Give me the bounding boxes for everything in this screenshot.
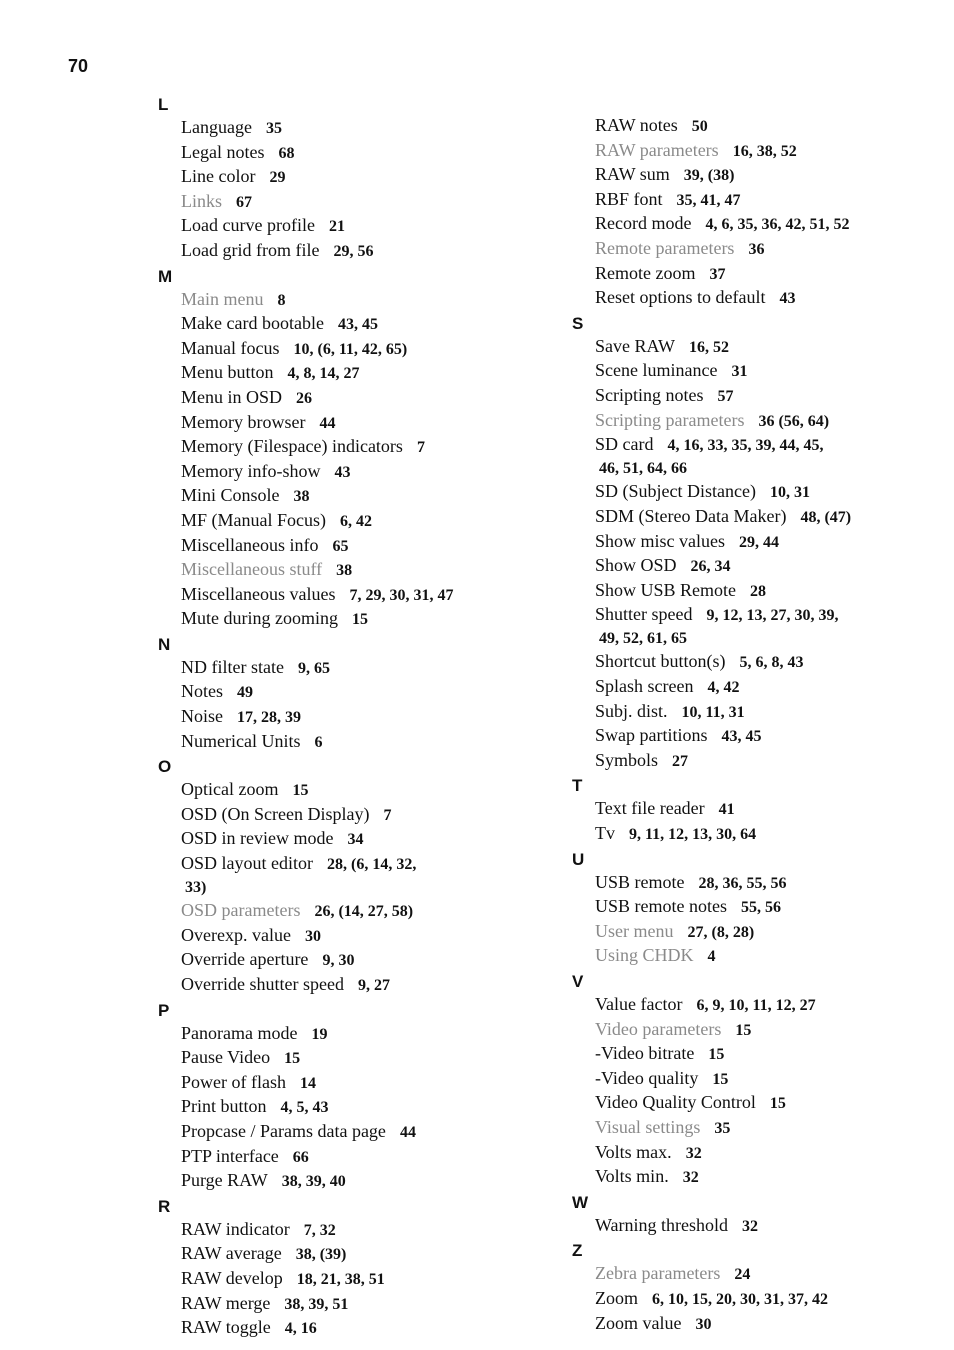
index-page-refs: 24 bbox=[734, 1266, 751, 1284]
index-page-refs: 7 bbox=[416, 439, 425, 457]
index-entry bbox=[595, 1042, 942, 1067]
index-entry bbox=[181, 214, 538, 239]
index-entry-continuation bbox=[595, 458, 942, 481]
index-entry bbox=[595, 188, 942, 213]
index-page-refs: 43, 45 bbox=[337, 316, 378, 334]
index-entry bbox=[595, 1067, 942, 1092]
index-entry bbox=[595, 335, 942, 360]
index-term: Volts max. bbox=[595, 1141, 672, 1162]
index-term: Notes bbox=[181, 681, 223, 702]
index-page-refs: 46, 51, 64, 66 bbox=[599, 459, 687, 477]
index-entry bbox=[181, 165, 538, 190]
index-term: Purge RAW bbox=[181, 1170, 268, 1191]
index-term: Optical zoom bbox=[181, 779, 279, 800]
index-page-refs: 7, 29, 30, 31, 47 bbox=[349, 586, 454, 604]
index-page-refs: 38, (39) bbox=[295, 1246, 347, 1264]
index-term: SDM (Stereo Data Maker) bbox=[595, 505, 787, 526]
index-entry bbox=[595, 700, 942, 725]
index-page-refs: 43, 45 bbox=[721, 728, 762, 746]
index-page-refs: 15 bbox=[712, 1070, 729, 1088]
index-page-refs: 9, 12, 13, 27, 30, 39, bbox=[706, 607, 839, 625]
index-entry bbox=[595, 944, 942, 969]
index-entry bbox=[595, 650, 942, 675]
index-page-refs: 43 bbox=[334, 463, 351, 481]
index-entry bbox=[595, 871, 942, 896]
index-entry bbox=[181, 435, 538, 460]
index-term: Panorama mode bbox=[181, 1022, 298, 1043]
index-group bbox=[181, 656, 538, 754]
index-page-refs: 38, 39, 51 bbox=[284, 1295, 349, 1313]
index-column-left bbox=[158, 92, 538, 1341]
index-term: Warning threshold bbox=[595, 1214, 729, 1235]
index-page-refs: 36 bbox=[748, 240, 765, 258]
index-entry bbox=[595, 1018, 942, 1043]
index-term: Print button bbox=[181, 1096, 267, 1117]
index-page-refs: 4, 16 bbox=[284, 1320, 317, 1338]
index-entry bbox=[595, 554, 942, 579]
index-term: Menu button bbox=[181, 362, 274, 383]
index-page-refs: 26 bbox=[296, 389, 313, 407]
index-page-refs: 30 bbox=[695, 1315, 712, 1333]
index-entry bbox=[181, 973, 538, 998]
index-letter-w: W bbox=[572, 1192, 589, 1212]
index-entry bbox=[181, 1169, 538, 1194]
index-page-refs: 67 bbox=[236, 193, 253, 211]
index-term: Links bbox=[181, 190, 223, 211]
index-entry bbox=[181, 558, 538, 583]
index-term: Remote zoom bbox=[595, 262, 696, 283]
index-entry bbox=[181, 948, 538, 973]
index-term: Load grid from file bbox=[181, 239, 320, 260]
index-entry bbox=[595, 895, 942, 920]
index-page-refs: 48, (47) bbox=[800, 508, 852, 526]
index-entry bbox=[595, 1312, 942, 1337]
index-entry bbox=[181, 312, 538, 337]
index-entry bbox=[181, 852, 538, 877]
index-term: RAW notes bbox=[595, 115, 678, 135]
index-entry bbox=[181, 141, 538, 166]
index-entry bbox=[181, 705, 538, 730]
index-term: Save RAW bbox=[595, 335, 676, 356]
index-entry bbox=[181, 1120, 538, 1145]
index-entry bbox=[181, 778, 538, 803]
index-page-refs: 10, 11, 31 bbox=[681, 703, 745, 721]
index-page-refs: 16, 52 bbox=[689, 338, 730, 356]
index-entry bbox=[181, 534, 538, 559]
index-page-refs: 33) bbox=[185, 878, 207, 896]
index-term: RAW toggle bbox=[181, 1317, 271, 1338]
index-entry bbox=[181, 607, 538, 632]
index-term: Propcase / Params data page bbox=[181, 1120, 386, 1141]
index-entry bbox=[181, 509, 538, 534]
index-entry bbox=[181, 924, 538, 949]
index-term: Mini Console bbox=[181, 485, 280, 506]
index-term: Line color bbox=[181, 166, 256, 187]
index-group bbox=[181, 288, 538, 632]
index-page-refs: 35, 41, 47 bbox=[676, 191, 741, 209]
index-term: RAW sum bbox=[595, 164, 670, 185]
index-page-refs: 41 bbox=[718, 801, 735, 819]
index-page-refs: 19 bbox=[311, 1025, 328, 1043]
index-entry bbox=[595, 1287, 942, 1312]
index-page-refs: 36 (56, 64) bbox=[758, 412, 830, 430]
index-entry bbox=[595, 409, 942, 434]
index-entry bbox=[595, 359, 942, 384]
index-entry bbox=[595, 724, 942, 749]
index-letter-p: P bbox=[158, 1000, 170, 1020]
index-term: Zoom value bbox=[595, 1312, 682, 1333]
index-column-right bbox=[572, 114, 942, 1336]
index-entry bbox=[595, 579, 942, 604]
index-page-refs: 68 bbox=[278, 144, 295, 162]
index-entry bbox=[595, 384, 942, 409]
index-term: Subj. dist. bbox=[595, 700, 668, 721]
index-entry bbox=[595, 163, 942, 188]
index-entry bbox=[181, 484, 538, 509]
index-page-refs: 32 bbox=[685, 1144, 702, 1162]
index-term: Swap partitions bbox=[595, 725, 708, 746]
index-term: Pause Video bbox=[181, 1047, 271, 1068]
index-page-refs: 21 bbox=[328, 218, 345, 236]
index-page-refs: 8 bbox=[277, 291, 286, 309]
page-number: 70 bbox=[68, 56, 89, 76]
index-page-refs: 28, (6, 14, 32, bbox=[327, 856, 417, 874]
index-page-refs: 10, 31 bbox=[769, 484, 810, 502]
index-entry bbox=[181, 460, 538, 485]
index-term: Value factor bbox=[595, 994, 683, 1014]
index-entry bbox=[181, 656, 538, 681]
index-letter-n: N bbox=[158, 634, 171, 654]
index-entry bbox=[595, 603, 942, 628]
index-page-refs: 4 bbox=[707, 948, 716, 966]
index-page-refs: 15 bbox=[284, 1050, 301, 1068]
index-page-refs: 15 bbox=[769, 1095, 786, 1113]
index-term: Numerical Units bbox=[181, 730, 301, 751]
index-term: Override shutter speed bbox=[181, 974, 344, 994]
index-entry bbox=[595, 993, 942, 1018]
index-entry bbox=[595, 920, 942, 945]
index-term: SD (Subject Distance) bbox=[595, 481, 756, 502]
index-page-refs: 26, 34 bbox=[690, 558, 731, 576]
index-term: PTP interface bbox=[181, 1145, 279, 1166]
index-term: Using CHDK bbox=[595, 945, 694, 966]
index-term: Miscellaneous info bbox=[181, 534, 319, 555]
index-page-refs: 15 bbox=[708, 1046, 725, 1064]
index-page-refs: 9, 65 bbox=[297, 659, 330, 677]
index-entry bbox=[595, 1262, 942, 1287]
index-page-refs: 6, 10, 15, 20, 30, 31, 37, 42 bbox=[652, 1290, 828, 1308]
index-term: User menu bbox=[595, 920, 674, 941]
index-entry bbox=[595, 530, 942, 555]
index-term: Show USB Remote bbox=[595, 579, 737, 600]
index-page-refs: 50 bbox=[691, 118, 708, 135]
index-entry bbox=[595, 1214, 942, 1239]
index-page-refs: 38 bbox=[336, 562, 353, 580]
index-page-refs: 4, 42 bbox=[707, 679, 740, 697]
index-page-refs: 7 bbox=[383, 806, 392, 824]
index-term: Zebra parameters bbox=[595, 1263, 721, 1284]
index-entry bbox=[181, 361, 538, 386]
index-entry bbox=[595, 139, 942, 164]
index-term: Miscellaneous stuff bbox=[181, 559, 323, 580]
index-letter-o: O bbox=[158, 757, 172, 777]
index-term: Power of flash bbox=[181, 1071, 286, 1092]
index-entry bbox=[181, 899, 538, 924]
index-term: RAW average bbox=[181, 1243, 282, 1264]
index-page-refs: 4, 16, 33, 35, 39, 44, 45, bbox=[667, 437, 824, 455]
index-term: Mute during zooming bbox=[181, 608, 338, 629]
index-entry bbox=[181, 386, 538, 411]
index-term: Splash screen bbox=[595, 676, 694, 697]
index-letter-l: L bbox=[158, 95, 169, 114]
index-page-refs: 6, 9, 10, 11, 12, 27 bbox=[696, 997, 816, 1014]
index-term: OSD (On Screen Display) bbox=[181, 803, 370, 824]
index-term: Shutter speed bbox=[595, 604, 693, 625]
index-entry bbox=[595, 797, 942, 822]
index-page-refs: 34 bbox=[347, 831, 364, 849]
index-term: Volts min. bbox=[595, 1166, 669, 1187]
index-page-refs: 44 bbox=[399, 1123, 416, 1141]
index-term: RAW indicator bbox=[181, 1218, 290, 1239]
index-term: RAW develop bbox=[181, 1267, 283, 1288]
index-term: Record mode bbox=[595, 213, 692, 234]
index-entry bbox=[181, 1145, 538, 1170]
index-page-refs: 29, 44 bbox=[739, 533, 779, 551]
index-term: Menu in OSD bbox=[181, 386, 283, 407]
index-term: Remote parameters bbox=[595, 237, 735, 258]
index-page-refs: 9, 30 bbox=[322, 952, 355, 970]
index-term: Miscellaneous values bbox=[181, 583, 336, 604]
index-group bbox=[181, 778, 538, 997]
index-page-refs: 43 bbox=[779, 290, 796, 308]
index-letter-t: T bbox=[572, 776, 583, 796]
index-term: RAW parameters bbox=[595, 139, 719, 160]
index-page-refs: 28, 36, 55, 56 bbox=[698, 874, 787, 892]
index-term: Scripting parameters bbox=[595, 409, 745, 430]
index-page-refs: 66 bbox=[292, 1148, 309, 1166]
index-term: Memory info-show bbox=[181, 460, 321, 481]
index-term: Video parameters bbox=[595, 1018, 722, 1039]
index-entry bbox=[181, 337, 538, 362]
index-entry bbox=[181, 116, 538, 141]
index-term: Memory (Filespace) indicators bbox=[181, 436, 403, 457]
index-term: USB remote notes bbox=[595, 896, 727, 917]
index-entry bbox=[181, 680, 538, 705]
index-letter-r: R bbox=[158, 1196, 171, 1216]
index-entry bbox=[181, 411, 538, 436]
index-page-refs: 4, 6, 35, 36, 42, 51, 52 bbox=[705, 216, 850, 234]
index-page-refs: 29, 56 bbox=[333, 242, 374, 260]
index-page-refs: 35 bbox=[265, 120, 282, 137]
index-page-refs: 6 bbox=[314, 733, 323, 751]
index-term: -Video bitrate bbox=[595, 1043, 695, 1064]
index-entry bbox=[181, 583, 538, 608]
index-term: Noise bbox=[181, 706, 223, 727]
index-page-refs: 32 bbox=[742, 1217, 759, 1235]
index-entry bbox=[181, 1267, 538, 1292]
index-page-refs: 5, 6, 8, 43 bbox=[739, 654, 804, 672]
index-group bbox=[181, 1218, 538, 1341]
index-page-refs: 4, 8, 14, 27 bbox=[287, 365, 360, 383]
index-term: Language bbox=[181, 117, 252, 137]
index-page-refs: 26, (14, 27, 58) bbox=[314, 903, 414, 921]
index-page-refs: 31 bbox=[731, 363, 748, 381]
index-term: Make card bootable bbox=[181, 313, 324, 334]
index-term: ND filter state bbox=[181, 656, 284, 677]
index-entry bbox=[181, 1046, 538, 1071]
index-entry-continuation bbox=[595, 628, 942, 651]
index-term: Show misc values bbox=[595, 530, 725, 551]
index-entry bbox=[595, 212, 942, 237]
index-entry bbox=[595, 675, 942, 700]
index-letter-u: U bbox=[572, 849, 585, 869]
index-page-refs: 44 bbox=[319, 414, 336, 432]
index-page-refs: 57 bbox=[717, 387, 734, 405]
index-letter-m: M bbox=[158, 266, 173, 286]
index-term: Shortcut button(s) bbox=[595, 651, 726, 672]
index-term: Scene luminance bbox=[595, 360, 718, 381]
index-term: Memory browser bbox=[181, 411, 306, 432]
index-term: Manual focus bbox=[181, 337, 280, 358]
index-entry bbox=[595, 262, 942, 287]
index-entry bbox=[181, 1242, 538, 1267]
index-term: USB remote bbox=[595, 871, 685, 892]
index-entry bbox=[181, 827, 538, 852]
index-letter-z: Z bbox=[572, 1241, 583, 1261]
index-term: Tv bbox=[595, 823, 615, 844]
index-term: OSD layout editor bbox=[181, 853, 313, 874]
index-term: Video Quality Control bbox=[595, 1092, 756, 1113]
index-group bbox=[595, 114, 942, 311]
index-entry bbox=[181, 190, 538, 215]
index-term: -Video quality bbox=[595, 1067, 699, 1088]
index-entry bbox=[595, 1165, 942, 1190]
index-term: Visual settings bbox=[595, 1116, 701, 1137]
index-term: SD card bbox=[595, 434, 654, 455]
index-term: Show OSD bbox=[595, 555, 677, 576]
index-term: Zoom bbox=[595, 1287, 638, 1308]
index-entry bbox=[595, 1091, 942, 1116]
index-entry bbox=[595, 1116, 942, 1141]
index-page-refs: 65 bbox=[332, 537, 349, 555]
index-group bbox=[595, 335, 942, 774]
index-entry bbox=[181, 1292, 538, 1317]
index-page-refs: 28 bbox=[750, 582, 767, 600]
index-page-refs: 35 bbox=[714, 1119, 731, 1137]
index-page-refs: 14 bbox=[299, 1074, 316, 1092]
index-page-refs: 15 bbox=[292, 782, 309, 800]
index-entry-continuation bbox=[181, 877, 538, 900]
index-page-refs: 9, 11, 12, 13, 30, 64 bbox=[629, 826, 757, 844]
index-entry bbox=[181, 288, 538, 313]
index-term: MF (Manual Focus) bbox=[181, 509, 326, 530]
index-page-refs: 37 bbox=[709, 265, 726, 283]
index-entry bbox=[595, 237, 942, 262]
index-entry bbox=[595, 505, 942, 530]
index-term: Symbols bbox=[595, 749, 659, 770]
index-group bbox=[595, 797, 942, 846]
index-term: Overexp. value bbox=[181, 924, 291, 945]
index-page-refs: 29 bbox=[269, 169, 286, 187]
index-page-refs: 4, 5, 43 bbox=[280, 1099, 329, 1117]
index-page-refs: 32 bbox=[682, 1169, 699, 1187]
index-entry bbox=[595, 480, 942, 505]
index-entry bbox=[595, 114, 942, 139]
index-term: RAW merge bbox=[181, 1292, 271, 1313]
index-entry bbox=[181, 803, 538, 828]
index-entry bbox=[181, 1316, 538, 1341]
index-page-refs: 15 bbox=[351, 611, 368, 629]
index-page-refs: 39, (38) bbox=[683, 167, 735, 185]
index-page-refs: 49, 52, 61, 65 bbox=[599, 629, 687, 647]
index-term: OSD parameters bbox=[181, 900, 301, 921]
index-entry bbox=[181, 730, 538, 755]
index-entry bbox=[595, 286, 942, 311]
index-page-refs: 49 bbox=[237, 684, 253, 702]
index-page-refs: 15 bbox=[735, 1021, 752, 1039]
index-term: Legal notes bbox=[181, 141, 265, 162]
index-page-refs: 6, 42 bbox=[340, 512, 372, 530]
index-entry bbox=[181, 1022, 538, 1047]
index-entry bbox=[595, 749, 942, 774]
index-page-refs: 9, 27 bbox=[357, 977, 390, 994]
index-group bbox=[595, 993, 942, 1190]
index-entry bbox=[595, 1141, 942, 1166]
index-letter-v: V bbox=[572, 972, 584, 991]
index-group bbox=[181, 116, 538, 264]
index-term: Reset options to default bbox=[595, 287, 766, 308]
index-page-refs: 18, 21, 38, 51 bbox=[296, 1270, 385, 1288]
index-entry bbox=[181, 239, 538, 264]
index-page-refs: 7, 32 bbox=[303, 1221, 336, 1239]
index-page-refs: 30 bbox=[304, 927, 321, 945]
index-term: RBF font bbox=[595, 188, 663, 209]
index-term: Main menu bbox=[181, 288, 264, 309]
index-page-refs: 27 bbox=[672, 752, 689, 770]
index-page-refs: 38, 39, 40 bbox=[281, 1173, 346, 1191]
index-entry bbox=[595, 822, 942, 847]
index-term: Load curve profile bbox=[181, 215, 315, 236]
index-entry bbox=[181, 1218, 538, 1243]
index-entry bbox=[181, 1095, 538, 1120]
index-page-refs: 16, 38, 52 bbox=[732, 142, 797, 160]
index-group bbox=[595, 871, 942, 969]
index-term: OSD in review mode bbox=[181, 828, 334, 849]
index-page-refs: 55, 56 bbox=[741, 899, 781, 917]
index-group bbox=[181, 1022, 538, 1194]
index-group bbox=[595, 1262, 942, 1336]
index-page-refs: 10, (6, 11, 42, 65) bbox=[293, 340, 408, 358]
index-term: Override aperture bbox=[181, 949, 309, 970]
index-page-refs: 38 bbox=[293, 488, 310, 506]
index-entry bbox=[181, 1071, 538, 1096]
index-group bbox=[595, 1214, 942, 1239]
index-letter-s: S bbox=[572, 313, 584, 333]
index-page-refs: 17, 28, 39 bbox=[237, 709, 301, 727]
index-term: Text file reader bbox=[595, 798, 705, 819]
index-entry bbox=[595, 433, 942, 458]
index-page-refs: 27, (8, 28) bbox=[687, 923, 755, 941]
index-term: Scripting notes bbox=[595, 384, 704, 405]
